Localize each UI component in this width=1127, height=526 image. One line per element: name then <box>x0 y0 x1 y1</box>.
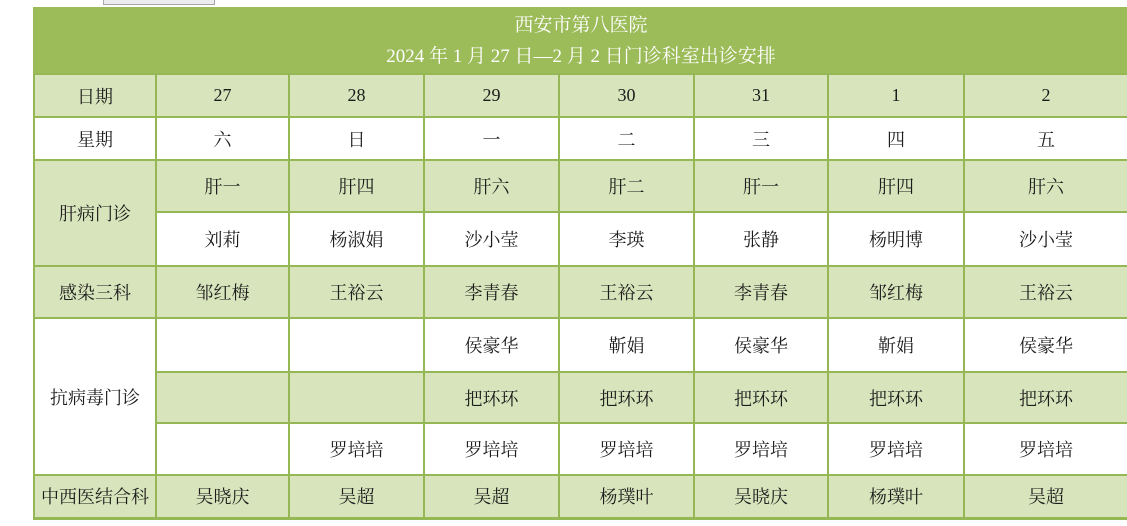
date-row-label: 日期 <box>34 74 156 117</box>
schedule-cell: 侯豪华 <box>424 318 559 372</box>
section-label-liver-clinic: 肝病门诊 <box>34 160 156 266</box>
schedule-cell: 吴晓庆 <box>694 475 828 518</box>
schedule-cell: 罗培培 <box>559 423 694 475</box>
schedule-cell: 把环环 <box>964 372 1127 423</box>
schedule-cell: 吴超 <box>964 475 1127 518</box>
date-cell: 29 <box>424 74 559 117</box>
section-label-integrated-medicine: 中西医结合科 <box>34 475 156 518</box>
schedule-cell: 罗培培 <box>424 423 559 475</box>
schedule-cell: 杨淑娟 <box>289 212 424 266</box>
schedule-cell: 沙小莹 <box>424 212 559 266</box>
schedule-cell: 肝六 <box>424 160 559 212</box>
schedule-cell: 李青春 <box>694 266 828 318</box>
schedule-cell <box>156 372 289 423</box>
schedule-cell: 肝四 <box>289 160 424 212</box>
weekday-row <box>34 117 1127 160</box>
schedule-cell: 把环环 <box>559 372 694 423</box>
schedule-cell <box>156 318 289 372</box>
antiviral-clinic-row-1 <box>34 318 1127 372</box>
schedule-cell <box>156 423 289 475</box>
schedule-cell: 王裕云 <box>559 266 694 318</box>
schedule-cell: 吴超 <box>289 475 424 518</box>
schedule-cell: 吴超 <box>424 475 559 518</box>
schedule-cell: 刘莉 <box>156 212 289 266</box>
date-cell: 31 <box>694 74 828 117</box>
schedule-cell: 邹红梅 <box>156 266 289 318</box>
schedule-cell: 把环环 <box>694 372 828 423</box>
schedule-cell: 肝二 <box>559 160 694 212</box>
schedule-cell: 侯豪华 <box>964 318 1127 372</box>
weekday-row-label: 星期 <box>34 117 156 160</box>
section-label-antiviral-clinic: 抗病毒门诊 <box>34 318 156 475</box>
weekday-cell: 二 <box>559 117 694 160</box>
schedule-cell: 杨璞叶 <box>828 475 964 518</box>
schedule-cell: 侯豪华 <box>694 318 828 372</box>
schedule-cell: 肝一 <box>156 160 289 212</box>
schedule-cell: 罗培培 <box>289 423 424 475</box>
schedule-date-range: 2024 年 1 月 27 日—2 月 2 日门诊科室出诊安排 <box>386 46 776 67</box>
infection-dept-row <box>34 266 1127 318</box>
table-title-cell <box>34 8 1127 74</box>
date-cell: 30 <box>559 74 694 117</box>
weekday-cell: 日 <box>289 117 424 160</box>
schedule-cell: 沙小莹 <box>964 212 1127 266</box>
schedule-cell <box>289 372 424 423</box>
schedule-table <box>33 7 1127 520</box>
weekday-cell: 一 <box>424 117 559 160</box>
date-cell: 28 <box>289 74 424 117</box>
date-cell: 1 <box>828 74 964 117</box>
schedule-cell: 把环环 <box>424 372 559 423</box>
weekday-cell: 三 <box>694 117 828 160</box>
schedule-cell: 邹红梅 <box>828 266 964 318</box>
schedule-cell: 肝六 <box>964 160 1127 212</box>
schedule-cell: 杨明博 <box>828 212 964 266</box>
weekday-cell: 四 <box>828 117 964 160</box>
schedule-cell: 杨璞叶 <box>559 475 694 518</box>
date-cell: 2 <box>964 74 1127 117</box>
schedule-cell: 李青春 <box>424 266 559 318</box>
liver-clinic-row-2 <box>34 212 1127 266</box>
schedule-cell: 肝一 <box>694 160 828 212</box>
schedule-cell: 王裕云 <box>964 266 1127 318</box>
integrated-medicine-row <box>34 475 1127 518</box>
date-row <box>34 74 1127 117</box>
schedule-cell: 罗培培 <box>828 423 964 475</box>
schedule-cell: 把环环 <box>828 372 964 423</box>
schedule-cell: 张静 <box>694 212 828 266</box>
schedule-cell: 罗培培 <box>964 423 1127 475</box>
title-row <box>34 8 1127 74</box>
schedule-cell: 靳娟 <box>559 318 694 372</box>
weekday-cell: 五 <box>964 117 1127 160</box>
liver-clinic-row-1 <box>34 160 1127 212</box>
schedule-cell <box>289 318 424 372</box>
antiviral-clinic-row-3 <box>34 423 1127 475</box>
date-cell: 27 <box>156 74 289 117</box>
schedule-cell: 靳娟 <box>828 318 964 372</box>
schedule-cell: 吴晓庆 <box>156 475 289 518</box>
schedule-cell: 李瑛 <box>559 212 694 266</box>
hospital-name: 西安市第八医院 <box>514 14 648 36</box>
antiviral-clinic-row-2 <box>34 372 1127 423</box>
weekday-cell: 六 <box>156 117 289 160</box>
schedule-cell: 肝四 <box>828 160 964 212</box>
cropped-toolbar-fragment <box>103 0 215 5</box>
schedule-cell: 罗培培 <box>694 423 828 475</box>
schedule-cell: 王裕云 <box>289 266 424 318</box>
section-label-infection-dept: 感染三科 <box>34 266 156 318</box>
